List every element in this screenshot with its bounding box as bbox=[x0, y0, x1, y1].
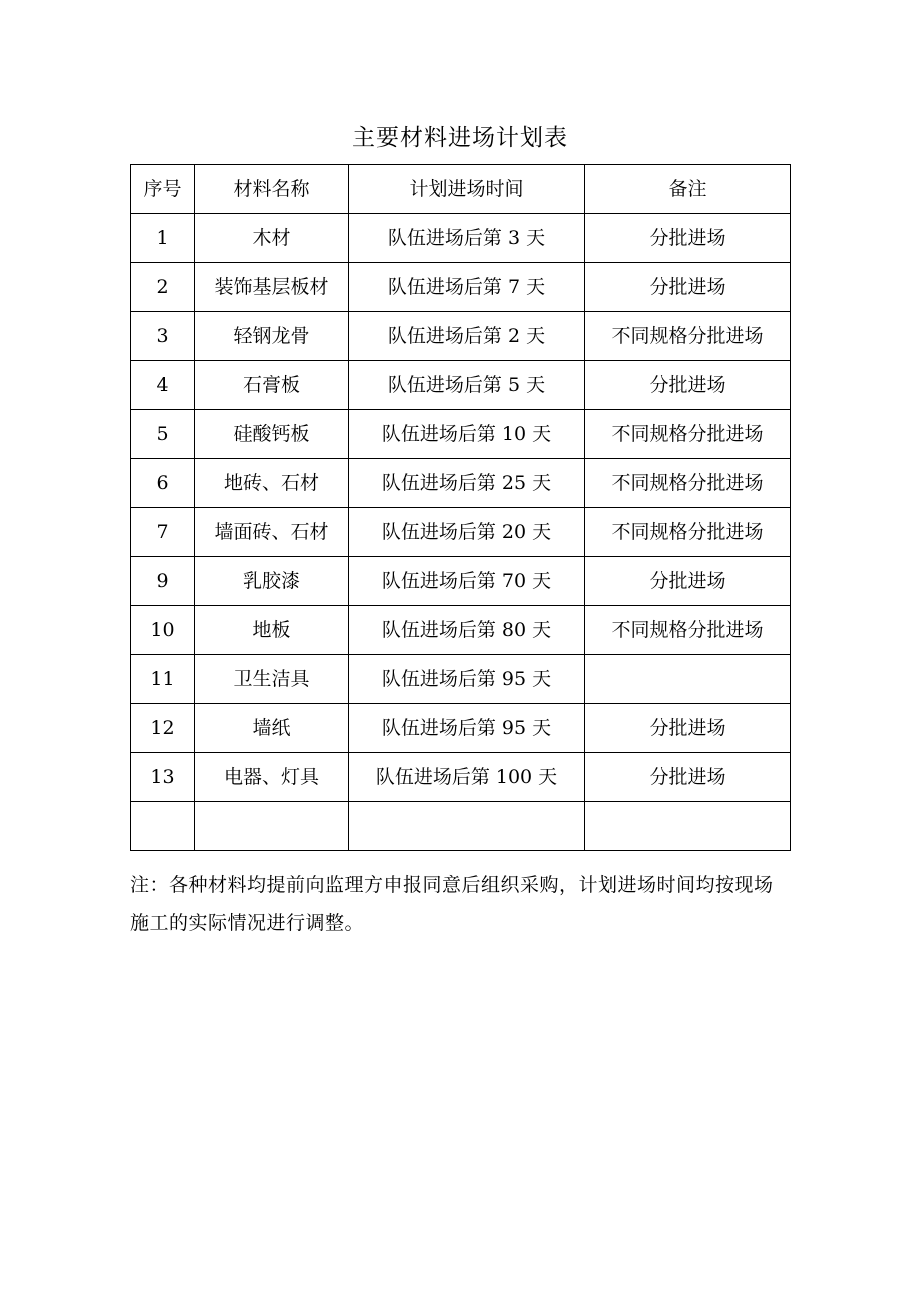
cell-serial-number bbox=[131, 802, 195, 851]
cell-planned-time: 队伍进场后第 3 天 bbox=[349, 214, 585, 263]
page-title: 主要材料进场计划表 bbox=[352, 125, 568, 151]
cell-material-name: 墙纸 bbox=[195, 704, 349, 753]
table-row bbox=[131, 557, 791, 606]
cell-serial-number: 5 bbox=[131, 410, 195, 459]
cell-serial-number: 13 bbox=[131, 753, 195, 802]
cell-planned-time bbox=[349, 802, 585, 851]
cell-remarks: 不同规格分批进场 bbox=[585, 459, 791, 508]
cell-remarks bbox=[585, 655, 791, 704]
cell-material-name: 轻钢龙骨 bbox=[195, 312, 349, 361]
cell-remarks: 分批进场 bbox=[585, 704, 791, 753]
cell-material-name: 地板 bbox=[195, 606, 349, 655]
table-row bbox=[131, 508, 791, 557]
cell-remarks: 分批进场 bbox=[585, 214, 791, 263]
footnote: 注：各种材料均提前向监理方申报同意后组织采购，计划进场时间均按现场施工的实际情况进行调整。 bbox=[130, 874, 774, 934]
cell-remarks: 分批进场 bbox=[585, 361, 791, 410]
table-row bbox=[131, 312, 791, 361]
cell-planned-time: 队伍进场后第 95 天 bbox=[349, 655, 585, 704]
cell-planned-time: 队伍进场后第 10 天 bbox=[349, 410, 585, 459]
cell-remarks: 不同规格分批进场 bbox=[585, 312, 791, 361]
table-row bbox=[131, 214, 791, 263]
cell-planned-time: 队伍进场后第 70 天 bbox=[349, 557, 585, 606]
cell-remarks bbox=[585, 802, 791, 851]
cell-remarks: 分批进场 bbox=[585, 263, 791, 312]
cell-planned-time: 队伍进场后第 25 天 bbox=[349, 459, 585, 508]
cell-serial-number: 2 bbox=[131, 263, 195, 312]
cell-remarks: 分批进场 bbox=[585, 753, 791, 802]
cell-planned-time: 队伍进场后第 95 天 bbox=[349, 704, 585, 753]
cell-serial-number: 10 bbox=[131, 606, 195, 655]
cell-material-name: 乳胶漆 bbox=[195, 557, 349, 606]
cell-material-name bbox=[195, 802, 349, 851]
cell-remarks: 不同规格分批进场 bbox=[585, 508, 791, 557]
cell-serial-number: 4 bbox=[131, 361, 195, 410]
cell-serial-number: 6 bbox=[131, 459, 195, 508]
cell-material-name: 石膏板 bbox=[195, 361, 349, 410]
cell-serial-number: 3 bbox=[131, 312, 195, 361]
cell-serial-number: 11 bbox=[131, 655, 195, 704]
cell-material-name: 墙面砖、石材 bbox=[195, 508, 349, 557]
cell-material-name: 木材 bbox=[195, 214, 349, 263]
header-remarks: 备注 bbox=[585, 165, 791, 214]
table-row bbox=[131, 361, 791, 410]
cell-serial-number: 12 bbox=[131, 704, 195, 753]
table-header-row bbox=[131, 165, 791, 214]
cell-remarks: 分批进场 bbox=[585, 557, 791, 606]
cell-remarks: 不同规格分批进场 bbox=[585, 606, 791, 655]
cell-material-name: 卫生洁具 bbox=[195, 655, 349, 704]
cell-remarks: 不同规格分批进场 bbox=[585, 410, 791, 459]
table-row bbox=[131, 459, 791, 508]
table-row-empty bbox=[131, 802, 791, 851]
cell-material-name: 装饰基层板材 bbox=[195, 263, 349, 312]
header-serial-number: 序号 bbox=[131, 165, 195, 214]
material-schedule-table bbox=[130, 164, 791, 851]
cell-material-name: 电器、灯具 bbox=[195, 753, 349, 802]
cell-planned-time: 队伍进场后第 80 天 bbox=[349, 606, 585, 655]
table-row bbox=[131, 753, 791, 802]
header-material-name: 材料名称 bbox=[195, 165, 349, 214]
cell-planned-time: 队伍进场后第 2 天 bbox=[349, 312, 585, 361]
cell-serial-number: 1 bbox=[131, 214, 195, 263]
table-row bbox=[131, 410, 791, 459]
cell-serial-number: 9 bbox=[131, 557, 195, 606]
cell-planned-time: 队伍进场后第 5 天 bbox=[349, 361, 585, 410]
cell-material-name: 硅酸钙板 bbox=[195, 410, 349, 459]
table-row bbox=[131, 263, 791, 312]
cell-planned-time: 队伍进场后第 20 天 bbox=[349, 508, 585, 557]
cell-material-name: 地砖、石材 bbox=[195, 459, 349, 508]
header-planned-arrival-time: 计划进场时间 bbox=[349, 165, 585, 214]
cell-planned-time: 队伍进场后第 100 天 bbox=[349, 753, 585, 802]
table-row bbox=[131, 606, 791, 655]
table-row bbox=[131, 704, 791, 753]
cell-planned-time: 队伍进场后第 7 天 bbox=[349, 263, 585, 312]
table-row bbox=[131, 655, 791, 704]
cell-serial-number: 7 bbox=[131, 508, 195, 557]
